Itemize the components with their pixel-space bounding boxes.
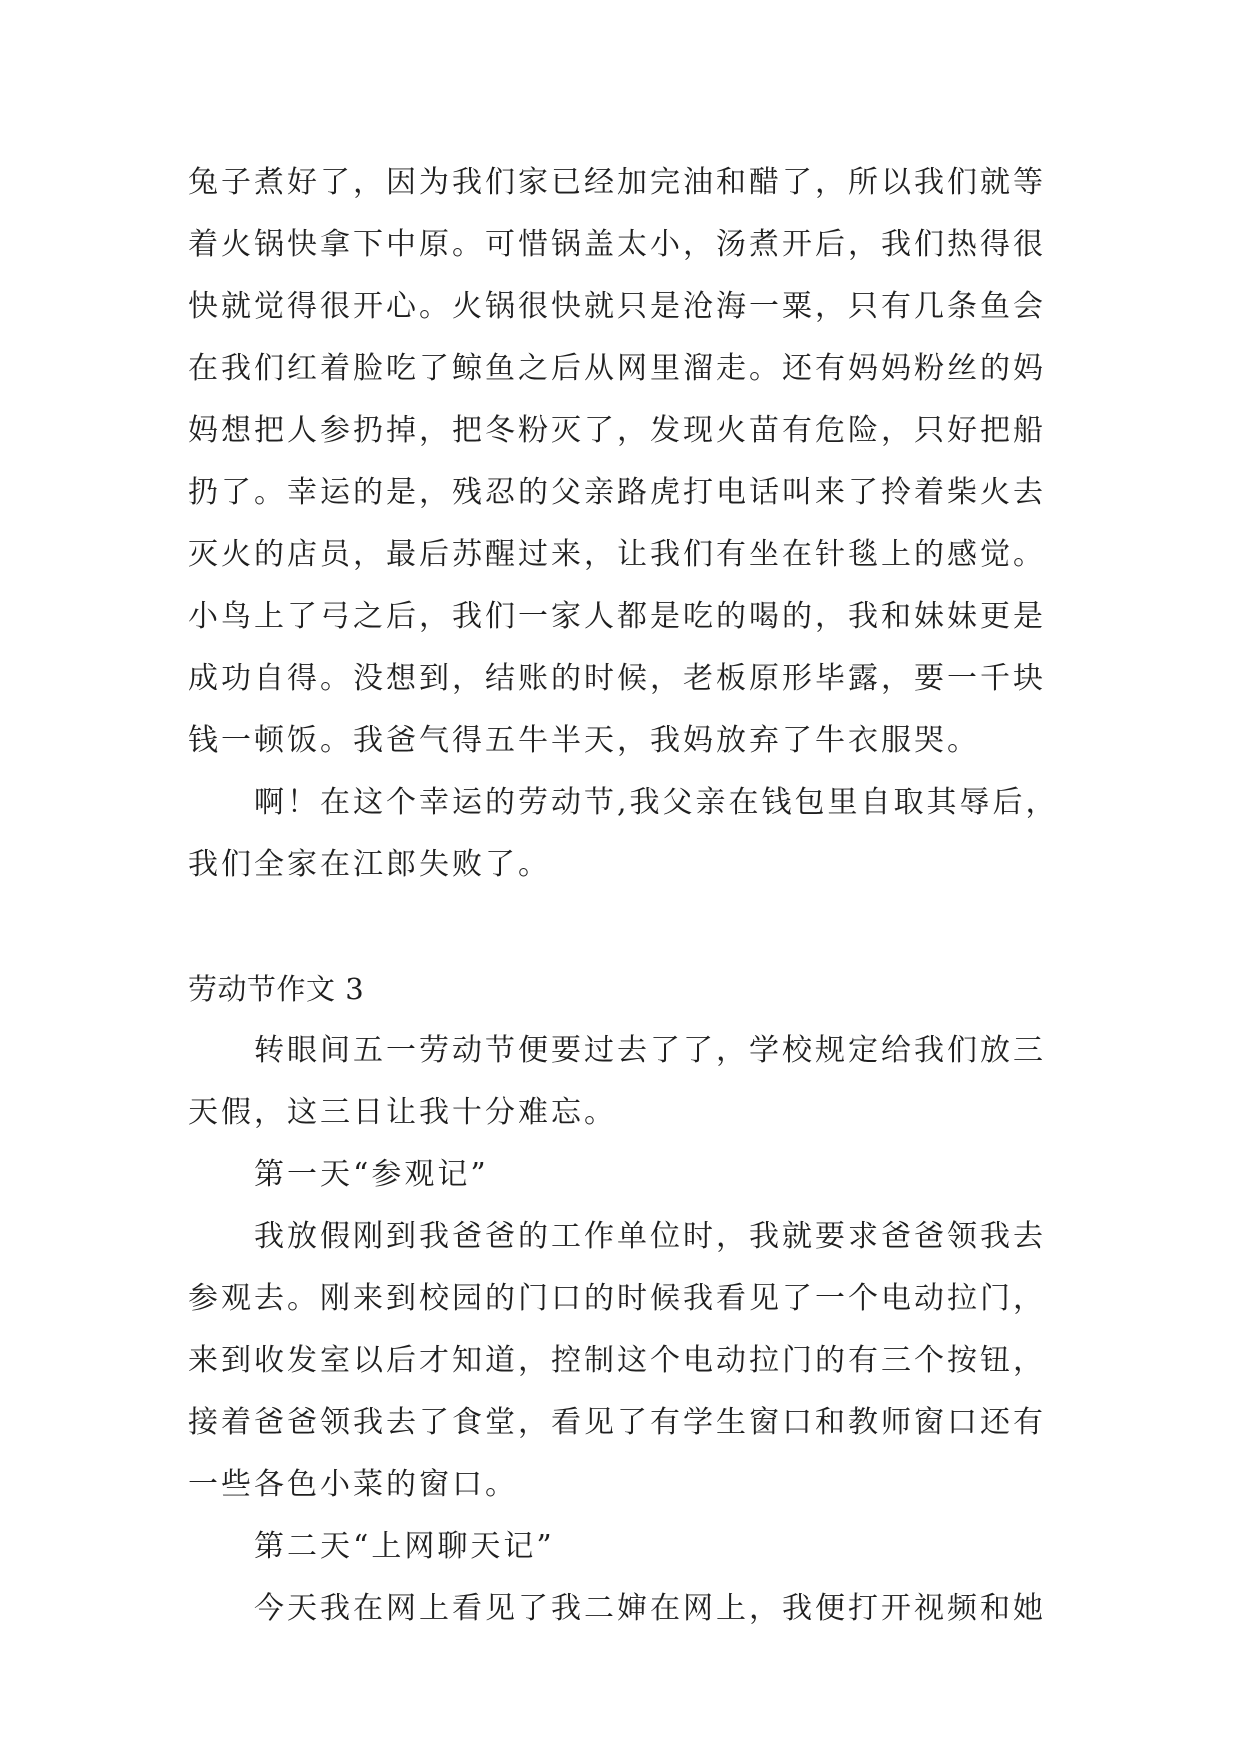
text-line: 成功自得。没想到，结账的时候，老板原形毕露，要一千块 [188, 661, 1046, 696]
document-body [188, 152, 1088, 1640]
subheading-day-two [188, 1516, 1088, 1578]
text-line: 钱一顿饭。我爸气得五牛半天，我妈放弃了牛衣服哭。 [188, 723, 980, 758]
text-line: 我们全家在江郎失败了。 [188, 847, 551, 882]
paragraph [188, 772, 1088, 896]
text-line: 今天我在网上看见了我二婶在网上，我便打开视频和她 [254, 1591, 1046, 1626]
text-line: 第二天“上网聊天记” [254, 1529, 555, 1564]
text-line: 天假，这三日让我十分难忘。 [188, 1095, 617, 1130]
subheading-day-one [188, 1144, 1088, 1206]
paragraph-gap [188, 896, 1088, 958]
text-line: 接着爸爸领我去了食堂，看见了有学生窗口和教师窗口还有 [188, 1405, 1046, 1440]
text-line: 我放假刚到我爸爸的工作单位时，我就要求爸爸领我去 [254, 1219, 1046, 1254]
text-line: 来到收发室以后才知道，控制这个电动拉门的有三个按钮， [188, 1343, 1046, 1378]
text-line: 第一天“参观记” [254, 1157, 489, 1192]
text-line: 参观去。刚来到校园的门口的时候我看见了一个电动拉门， [188, 1281, 1046, 1316]
paragraph [188, 1020, 1088, 1144]
text-line: 一些各色小菜的窗口。 [188, 1467, 518, 1502]
text-line: 在我们红着脸吃了鲸鱼之后从网里溜走。还有妈妈粉丝的妈 [188, 351, 1046, 386]
text-line: 灭火的店员，最后苏醒过来，让我们有坐在针毯上的感觉。 [188, 537, 1046, 572]
paragraph [188, 152, 1088, 772]
paragraph [188, 1206, 1088, 1516]
text-line: 快就觉得很开心。火锅很快就只是沧海一粟，只有几条鱼会 [188, 289, 1046, 324]
paragraph [188, 1578, 1088, 1640]
text-line: 扔了。幸运的是，残忍的父亲路虎打电话叫来了拎着柴火去 [188, 475, 1046, 510]
section-heading: 劳动节作文 3 [188, 972, 365, 1006]
text-line: 妈想把人参扔掉，把冬粉灭了，发现火苗有危险，只好把船 [188, 413, 1046, 448]
text-line: 啊！在这个幸运的劳动节,我父亲在钱包里自取其辱后， [254, 785, 1059, 820]
text-line: 兔子煮好了，因为我们家已经加完油和醋了，所以我们就等 [188, 165, 1046, 200]
text-line: 着火锅快拿下中原。可惜锅盖太小，汤煮开后，我们热得很 [188, 227, 1046, 262]
text-line: 转眼间五一劳动节便要过去了了，学校规定给我们放三 [254, 1033, 1046, 1068]
text-line: 小鸟上了弓之后，我们一家人都是吃的喝的，我和妹妹更是 [188, 599, 1046, 634]
